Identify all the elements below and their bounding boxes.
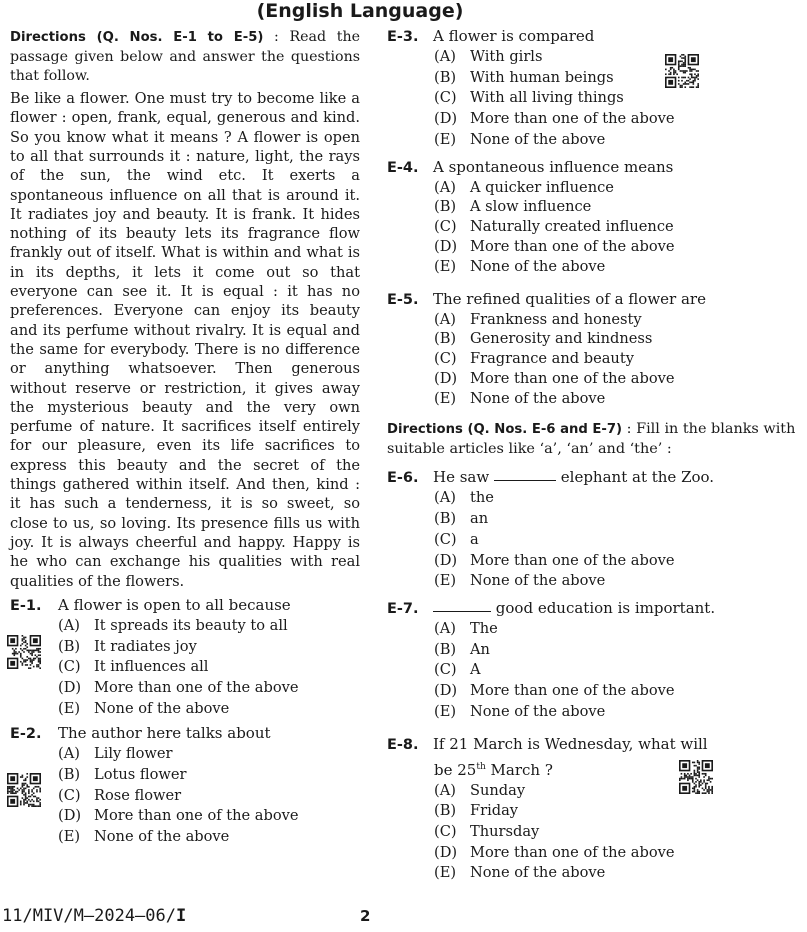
option-c[interactable]: (C) Thursday <box>434 822 540 840</box>
option-e[interactable]: (E) None of the above <box>58 828 230 846</box>
option-d[interactable]: (D) More than one of the above <box>434 551 675 569</box>
option-b[interactable]: (B) With human beings <box>434 68 614 86</box>
option-c[interactable]: (C) A <box>434 661 481 679</box>
question-number: E-8. <box>387 736 419 753</box>
option-e[interactable]: (E) None of the above <box>434 257 606 275</box>
left-column <box>10 28 360 848</box>
option-d[interactable]: (D) More than one of the above <box>58 807 299 825</box>
directions-heading: Directions (Q. Nos. E-6 and E-7) <box>387 422 623 438</box>
option-c[interactable]: (C) It influences all <box>58 658 209 676</box>
directions-reading <box>10 28 360 87</box>
question-e1 <box>10 595 360 720</box>
option-e[interactable]: (E) None of the above <box>434 702 606 720</box>
option-b[interactable]: (B) It radiates joy <box>58 637 197 655</box>
question-e5 <box>387 289 720 409</box>
right-column <box>387 26 796 884</box>
question-number: E-5. <box>387 291 419 308</box>
option-a[interactable]: (A) Lily flower <box>58 745 173 763</box>
option-b[interactable]: (B) A slow influence <box>434 198 592 216</box>
question-e6 <box>387 467 720 592</box>
question-text: A flower is open to all because <box>58 595 291 614</box>
option-c[interactable]: (C) Fragrance and beauty <box>434 350 634 368</box>
question-number: E-4. <box>387 159 419 176</box>
question-e8: E-8. If 21 March is Wednesday, what will be 25th March ? (A) Sunday (B) Friday (C) Thursday (D) More than one of the above (E) None of the above <box>387 733 720 885</box>
question-text: A flower is compared <box>433 27 595 45</box>
question-number: E-3. <box>387 29 419 45</box>
question-text: A spontaneous influence means <box>433 157 674 176</box>
directions-text: : Read the passage given below and answer the questions that follow. <box>10 29 360 85</box>
question-text-after: good education is important. <box>495 599 716 617</box>
question-text-before: He saw <box>433 468 490 487</box>
question-e4 <box>387 157 720 277</box>
option-a[interactable]: (A) Frankness and honesty <box>434 310 642 328</box>
option-d[interactable]: (D) More than one of the above <box>434 110 675 128</box>
option-e[interactable]: (E) None of the above <box>58 699 230 717</box>
option-a[interactable]: (A) With girls <box>434 48 543 65</box>
option-a[interactable]: (A) It spreads its beauty to all <box>58 616 288 634</box>
question-text: If 21 March is Wednesday, what will <box>433 734 708 753</box>
question-text: The refined qualities of a flower are <box>433 289 706 308</box>
option-d[interactable]: (D) More than one of the above <box>434 843 675 861</box>
question-number: E-7. <box>387 601 419 617</box>
option-c[interactable]: (C) Rose flower <box>58 786 182 804</box>
option-d[interactable]: (D) More than one of the above <box>58 678 299 696</box>
question-text-after: elephant at the Zoo. <box>560 468 715 487</box>
option-e[interactable]: (E) None of the above <box>434 130 606 148</box>
section-title: (English Language) <box>256 0 464 22</box>
question-number: E-1. <box>10 597 42 614</box>
reading-passage: Be like a flower. One must try to become like a flower : open, frank, equal, generous and kind. So you know what it means ? A flower is open to all that surrounds it : nature, light, the rays of the sun, the wind etc. It exerts a spontaneous influence on all that is around it. It radiates joy and beauty. It is frank. It hides nothing of its beauty lets its fragrance flow frankly out of itself. What is within and what is in its depths, it lets it come out so that everyone can see it. It is equal : it has no preferences. Everyone can enjoy its beauty and its perfume without rivalry. It is equal and the same for everybody. There is no difference or anything whatsoever. Then generous without reserve or restriction, it gives away the mysterious beauty and the very own perfume of nature. It sacrifices itself entirely for our pleasure, even its life sacrifices to express this beauty and the secret of the things gathered within itself. And then, kind : it has such a tenderness, it is so sweet, so close to us, so loving. Its presence fills us with joy. It is always cheerful and happy. Happy is he who can exchange his qualities with real qualities of the flowers. <box>10 90 360 590</box>
option-a[interactable]: (A) The <box>434 620 498 637</box>
option-e[interactable]: (E) None of the above <box>434 864 606 882</box>
qr-code-icon <box>6 773 42 807</box>
option-c[interactable]: (C) With all living things <box>434 89 624 107</box>
question-e7 <box>387 598 720 723</box>
option-a[interactable]: (A) Sunday <box>434 781 526 799</box>
page-number: 2 <box>360 907 371 925</box>
option-c[interactable]: (C) Naturally created influence <box>434 218 674 236</box>
option-c[interactable]: (C) a <box>434 530 479 548</box>
qr-code-icon <box>664 54 700 88</box>
option-e[interactable]: (E) None of the above <box>434 389 606 407</box>
answer-blank <box>433 601 491 612</box>
option-e[interactable]: (E) None of the above <box>434 572 606 590</box>
question-e2 <box>10 723 360 848</box>
directions-heading: Directions (Q. Nos. E-1 to E-5) <box>10 30 264 45</box>
question-e3 <box>387 26 720 151</box>
option-d[interactable]: (D) More than one of the above <box>434 682 675 700</box>
qr-code-icon <box>6 635 42 669</box>
option-b[interactable]: (B) Generosity and kindness <box>434 330 653 348</box>
answer-blank <box>494 470 556 481</box>
booklet-code: 11/MIV/M–2024–06/I <box>2 906 187 926</box>
directions-articles <box>387 420 807 459</box>
question-number: E-6. <box>387 470 419 487</box>
option-b[interactable]: (B) an <box>434 510 489 528</box>
qr-code-icon <box>678 760 714 794</box>
option-b[interactable]: (B) Friday <box>434 802 519 820</box>
directions-text: : Fill in the blanks with suitable articles like ‘a’, ‘an’ and ‘the’ : <box>387 421 796 457</box>
option-a[interactable]: (A) A quicker influence <box>434 178 614 196</box>
option-d[interactable]: (D) More than one of the above <box>434 369 675 387</box>
option-b[interactable]: (B) An <box>434 640 490 658</box>
question-number: E-2. <box>10 726 42 743</box>
option-d[interactable]: (D) More than one of the above <box>434 237 675 255</box>
question-text: The author here talks about <box>58 724 271 743</box>
option-a[interactable]: (A) the <box>434 489 494 507</box>
option-b[interactable]: (B) Lotus flower <box>58 766 187 784</box>
